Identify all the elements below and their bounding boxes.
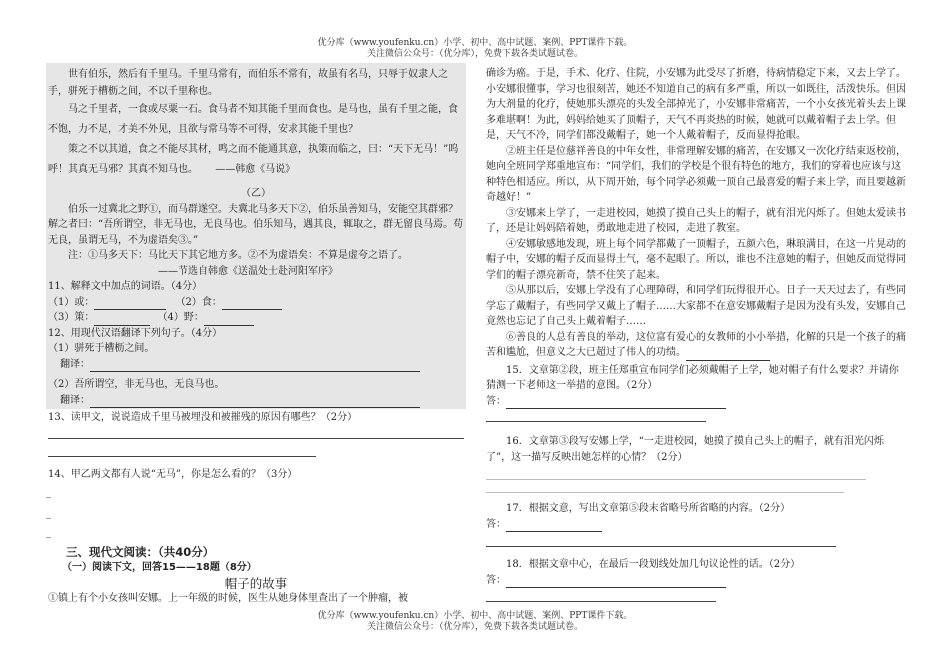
story-paragraph-3: ③安娜来上学了，一走进校园，她摸了摸自己头上的帽子，就有泪光闪烁了。但她太爱读书了，还是让妈妈陪着她，勇敢地走进了校园，走进了教室。: [486, 207, 906, 234]
q11-item-2: （2）食：: [175, 296, 222, 308]
q17-answer-label: 答：: [486, 518, 506, 530]
question-16: 16．文章第③段写安娜上学，“一走进校园，她摸了摸自己头上的帽子，就有泪光闪烁了”，这一描写反映出她怎样的心情？（2分）: [486, 436, 884, 463]
q17-answer-line[interactable]: [506, 520, 602, 532]
question-11: 11、解释文中加点的词语。（4分）: [48, 281, 203, 292]
q13-answer-line-2[interactable]: [48, 456, 316, 457]
section-3-subheading: （一）阅读下文，回答15——18题（8分）: [62, 562, 257, 573]
q16-answer-line[interactable]: [486, 479, 866, 480]
footer-line-2: 关注微信公众号：（优分库），免费下载各类试题试卷。: [366, 622, 583, 632]
header-line-1: 优分库（www.youfenku.cn）小学、初中、高中试题、案例、PPT课件下载。: [317, 38, 633, 48]
story-paragraph-5: ⑤从那以后，安娜上学没有了心理障碍，和同学们玩得很开心。日子一天天过去了，有些同学忘了戴帽子，有些同学又戴上了帽子……大家都不在意安娜戴帽子是因为没有头发，安娜自己竟然也忘记了自己头上戴着帽子……: [486, 285, 906, 327]
question-14: 14、甲乙两文都有人说“无马”，你是怎么看的？（3分）: [48, 468, 298, 480]
q11-item-4: （4）野：: [157, 312, 204, 323]
q16-answer-line-2[interactable]: [486, 492, 844, 493]
q12-answer-2[interactable]: [90, 396, 420, 408]
question-18: 18．根据文章中心，在最后一段划线处加几句议论性的话。（2分）: [506, 559, 801, 570]
q11-blank-2[interactable]: [222, 298, 282, 310]
q18-answer-line-2[interactable]: [486, 601, 716, 602]
page-footer: [0, 611, 950, 633]
left-column: [48, 66, 464, 607]
passage-jia-source: ——韩愈《马说》: [215, 164, 296, 175]
passage-jia-p2: 马之千里者，一食或尽粟一石。食马者不知其能千里而食也。是马也，虽有千里之能，食不饱，力不足，才美不外见，且欲与常马等不可得，安求其能千里也？: [48, 104, 458, 135]
q15-answer-label: 答：: [486, 395, 506, 407]
q14-answer-line-1[interactable]: _: [46, 487, 51, 498]
q12-translate-label-1: 翻译：: [60, 358, 90, 370]
q15-answer-line[interactable]: [506, 397, 726, 409]
story-paragraph-6: ⑥善良的人总有善良的举动，这位富有爱心的女教师的小小举措，化解的只是一个孩子的痛苦和尴尬，但意义之大已超过了伟人的功绩。: [486, 331, 906, 358]
page-header: [0, 38, 950, 60]
passage-jia-p1: 世有伯乐，然后有千里马。千里马常有，而伯乐不常有，故虽有名马，只辱于奴隶人之手，骈死于槽枥之间，不以千里称也。: [48, 69, 448, 97]
story-paragraph-6-blank[interactable]: [686, 349, 770, 361]
q14-answer-line-3[interactable]: _: [46, 527, 51, 538]
header-line-2: 关注微信公众号：（优分库），免费下载各类试题试卷。: [366, 49, 583, 59]
passage-jia-p3: 策之不以其道，食之不能尽其材，鸣之而不能通其意，执策而临之，曰：“天下无马！”呜呼！其真无马邪？其真不知马也。: [48, 144, 459, 175]
q12-translate-label-2: 翻译：: [60, 394, 90, 406]
q15-answer-line-2[interactable]: [486, 421, 706, 422]
passage-yi-note: 注：①马多天下：马比天下其它地方多。②不为虚语矣：不算是虚夸之语了。: [68, 250, 408, 261]
q18-answer-line[interactable]: [506, 576, 726, 588]
q11-blank-1[interactable]: [94, 298, 166, 310]
q17-answer-line-2[interactable]: [486, 546, 836, 547]
passage-yi-p1: 伯乐一过冀北之野①，而马群遂空。夫冀北马多天下②，伯乐虽善知马，安能空其群邪？解之者曰：“吾所谓空，非无马也，无良马也。伯乐知马，遇其良，辄取之，群无留良马焉。苟无良，虽谓无马，不为虚语矣③。”: [48, 203, 464, 246]
right-column: [486, 66, 906, 602]
story-title: 帽子的故事: [224, 575, 288, 591]
q11-blank-4[interactable]: [204, 314, 254, 326]
passage-yi-source: ——节选自韩愈《送温处士赴河阳军序》: [158, 265, 338, 277]
story-paragraph-2: ②班主任是位慈祥善良的中年女性，非常理解安娜的痛苦，在安娜又一次化疗结束返校前，她向全班同学郑重地宣布：“同学们，我们的学校是个很有特色的地方，我们的穿着也应该与这种特色相适应。所以，从下周开始，每个同学必须戴一顶自己最喜爱的帽子来上学，而且要越新奇越好！”: [486, 145, 906, 203]
q11-blank-3[interactable]: [94, 314, 150, 326]
q13-answer-line[interactable]: [48, 438, 464, 439]
q14-answer-line-2[interactable]: _: [46, 507, 51, 519]
question-13: 13、读甲文，说说造成千里马被埋没和被摧残的原因有哪些？（2分）: [48, 412, 358, 423]
question-15: 15．文章第②段，班主任郑重宣布同学们必须戴帽子上学，她对帽子有什么要求？并请你猜测一下老师这一举措的意图。（2分）: [486, 364, 899, 391]
passage-yi-label: （乙）: [241, 188, 271, 199]
story-paragraph-1: ①镇上有个小女孩叫安娜。上一年级的时候，医生从她身体里查出了一个肿瘤，被: [48, 593, 408, 604]
q11-item-1: （1）或：: [48, 296, 95, 308]
q18-answer-label: 答：: [486, 574, 506, 586]
q12-sentence-2: （2）吾所谓空，非无马也，无良马也。: [48, 379, 225, 390]
footer-line-1: 优分库（www.youfenku.cn）小学、初中、高中试题、案例、PPT课件下载。: [317, 611, 633, 621]
question-17: 17．根据文意，写出文章第⑤段末省略号所省略的内容。（2分）: [506, 503, 791, 514]
q11-item-3: （3）策：: [48, 312, 95, 323]
story-paragraph-1-cont: 确诊为癌。于是，手术、化疗、住院，小安娜为此受尽了折磨，待病情稳定下来，又去上学了。小安娜很懂事，学习也很刻苦，她还不知道自己的病有多严重，所以一如既往，活泼快乐。但因为大剂量的化疗，使她那头漂亮的头发全部掉光了，小安娜非常痛苦，一个小女孩光着头去上课多难堪啊！为此，妈妈给她买了顶帽子，天气不再炎热的时候，她就可以戴着帽子去上学。但是，天气不冷，同学们都没戴帽子，她一个人戴着帽子，反而显得抢眼。: [486, 68, 906, 141]
q12-answer-1[interactable]: [90, 360, 420, 372]
story-paragraph-4: ④安娜敏感地发现，班上每个同学都戴了一顶帽子，五颜六色，琳琅满目，在这一片晃动的帽子中，安娜的帽子反而显得土气，毫不起眼了。所以，谁也不注意她的帽子，但她反而觉得同学们的帽子漂亮新奇，禁不住笑了起来。: [486, 238, 906, 281]
question-12: 12、用现代汉语翻译下列句子。（4分）: [48, 327, 223, 339]
section-3-heading: 三、现代文阅读：（共40分）: [66, 544, 215, 559]
q12-sentence-1: （1）骈死于槽枥之间。: [48, 343, 155, 354]
